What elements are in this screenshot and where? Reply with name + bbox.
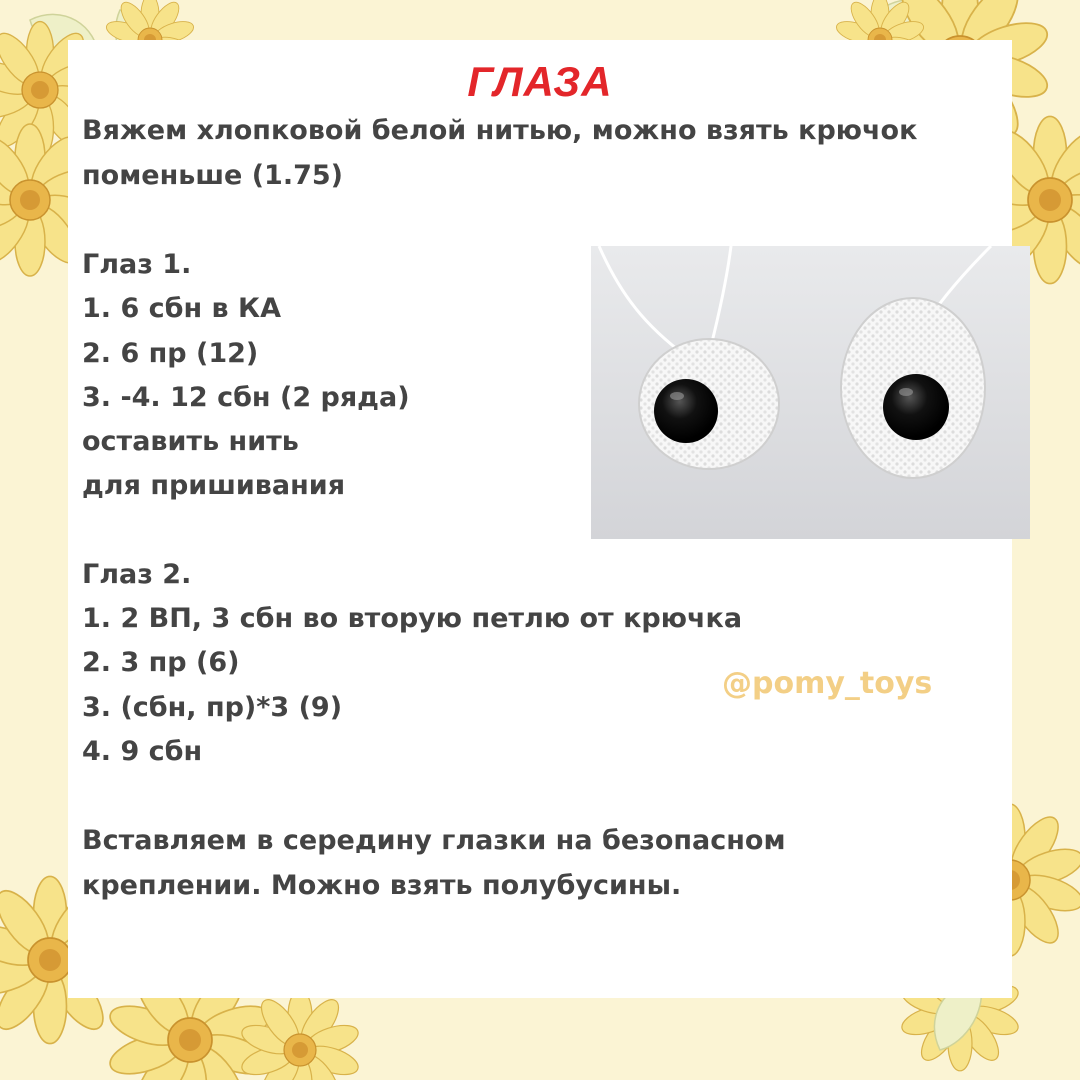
crochet-eyes-photo (591, 246, 1030, 539)
page-title: ГЛАЗА (467, 58, 613, 105)
intro-line-2: поменьше (1.75) (82, 160, 343, 191)
eye2-heading: Глаз 2. (82, 559, 192, 590)
eye2-step-2: 2. 3 пр (6) (82, 647, 240, 678)
eye1-step-1: 1. 6 сбн в КА (82, 293, 281, 324)
eye1-step-2: 2. 6 пр (12) (82, 338, 259, 369)
eye1-heading: Глаз 1. (82, 249, 192, 280)
outro-line-2: креплении. Можно взять полубусины. (82, 870, 682, 901)
eye1-note-2: для пришивания (82, 470, 346, 501)
eye2-step-4: 4. 9 сбн (82, 736, 203, 767)
eye2-step-3: 3. (сбн, пр)*3 (9) (82, 692, 343, 723)
eye1-step-3: 3. -4. 12 сбн (2 ряда) (82, 382, 410, 413)
watermark: @pomy_toys (722, 666, 933, 701)
eye1-note-1: оставить нить (82, 426, 299, 457)
eye2-step-1: 1. 2 ВП, 3 сбн во вторую петлю от крючка (82, 603, 743, 634)
outro-line-1: Вставляем в середину глазки на безопасном (82, 825, 786, 856)
intro-line-1: Вяжем хлопковой белой нитью, можно взять крючок (82, 115, 918, 146)
